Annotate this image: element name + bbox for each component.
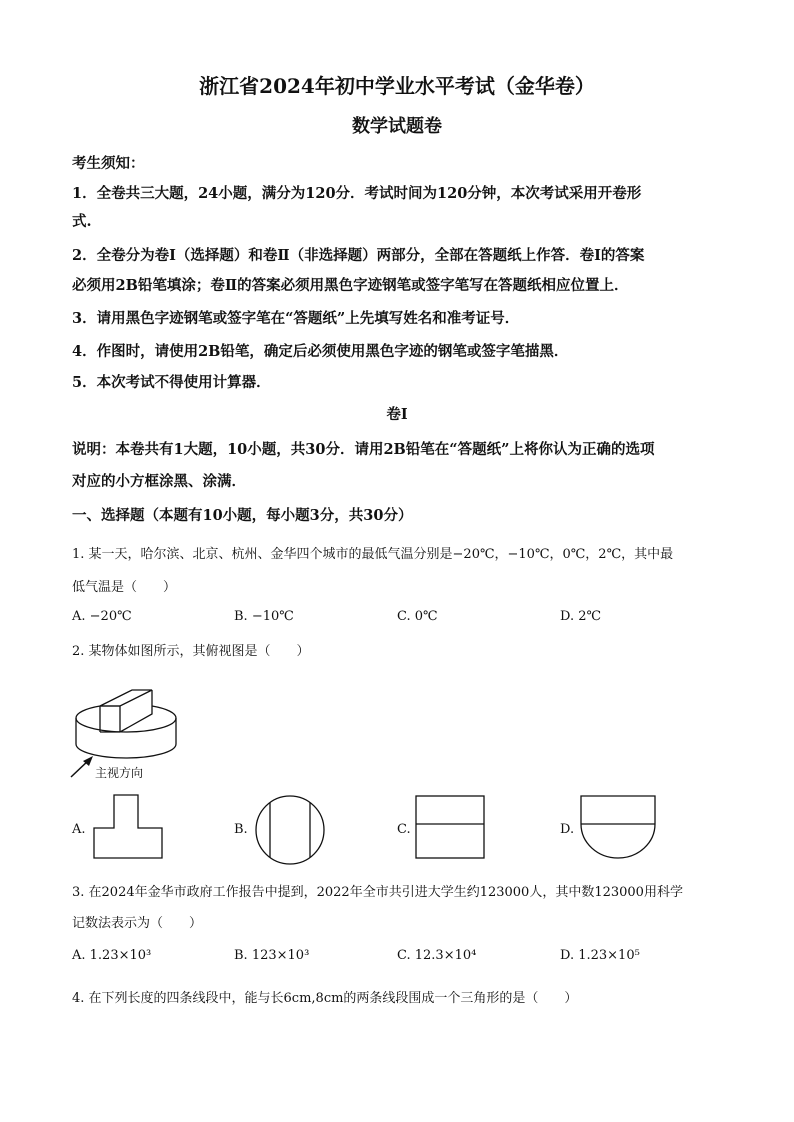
instruction-line: 对应的小方框涂黑、涂满．: [72, 473, 246, 490]
part-heading: 一、选择题（本题有10小题，每小题3分，共30分）: [72, 507, 413, 524]
notice-item: 5．本次考试不得使用计算器．: [72, 374, 271, 391]
notice-item: 必须用2B铅笔填涂；卷Ⅱ的答案必须用黑色字迹钢笔或签字笔写在答题纸相应位置上．: [72, 277, 629, 294]
question-1-option-b[interactable]: B. −10℃: [234, 609, 294, 624]
question-3-option-b[interactable]: B. 123×10³: [234, 948, 310, 963]
view-direction-arrow-icon: [68, 750, 98, 780]
question-4-line: 4. 在下列长度的四条线段中，能与长6cm,8cm的两条线段围成一个三角形的是（ ）: [72, 991, 578, 1006]
question-2-option-b[interactable]: B.: [234, 822, 248, 837]
question-1-line: 低气温是（ ）: [72, 580, 177, 595]
question-3-option-c[interactable]: C. 12.3×10⁴: [397, 948, 477, 963]
option-b-circle-figure[interactable]: [252, 794, 328, 866]
question-2-option-a[interactable]: A.: [72, 822, 86, 837]
question-1-option-c[interactable]: C. 0℃: [397, 609, 438, 624]
page-title: 浙江省2024年初中学业水平考试（金华卷）: [199, 74, 595, 98]
question-1-option-d[interactable]: D. 2℃: [560, 609, 602, 624]
question-3-option-d[interactable]: D. 1.23×10⁵: [560, 948, 640, 963]
question-3-line: 3. 在2024年金华市政府工作报告中提到，2022年全市共引进大学生约123000人，其中数123000用科学: [72, 885, 683, 900]
notice-item: 3．请用黑色字迹钢笔或签字笔在“答题纸”上先填写姓名和准考证号．: [72, 310, 520, 327]
question-1-option-a[interactable]: A. −20℃: [72, 609, 132, 624]
question-2-line: 2. 某物体如图所示，其俯视图是（ ）: [72, 644, 310, 659]
page-subtitle: 数学试题卷: [352, 116, 442, 137]
question-3-option-a[interactable]: A. 1.23×10³: [72, 948, 152, 963]
notice-item: 式.: [72, 213, 92, 230]
instruction-line: 说明：本卷共有1大题，10小题，共30分．请用2B铅笔在“答题纸”上将你认为正确的选项: [72, 441, 655, 458]
notice-item: 1．全卷共三大题，24小题，满分为120分．考试时间为120分钟，本次考试采用开卷形: [72, 185, 642, 202]
option-a-t-shape-figure[interactable]: [92, 794, 164, 860]
notice-item: 2．全卷分为卷Ⅰ（选择题）和卷Ⅱ（非选择题）两部分，全部在答题纸上作答．卷Ⅰ的答案: [72, 247, 645, 264]
question-1-line: 1. 某一天，哈尔滨、北京、杭州、金华四个城市的最低气温分别是−20℃，−10℃，0℃，2℃，其中最: [72, 547, 674, 562]
notice-item: 4．作图时，请使用2B铅笔，确定后必须使用黑色字迹的钢笔或签字笔描黑．: [72, 343, 569, 360]
question-2-option-d[interactable]: D.: [560, 822, 575, 837]
option-d-dome-figure[interactable]: [578, 794, 658, 862]
question-2-option-c[interactable]: C.: [397, 822, 411, 837]
notice-heading: 考生须知：: [72, 155, 145, 172]
option-c-rectangle-figure[interactable]: [414, 794, 486, 860]
question-3-line: 记数法表示为（ ）: [72, 916, 203, 931]
figure-caption: 主视方向: [95, 766, 144, 780]
section-label: 卷Ⅰ: [386, 406, 408, 423]
